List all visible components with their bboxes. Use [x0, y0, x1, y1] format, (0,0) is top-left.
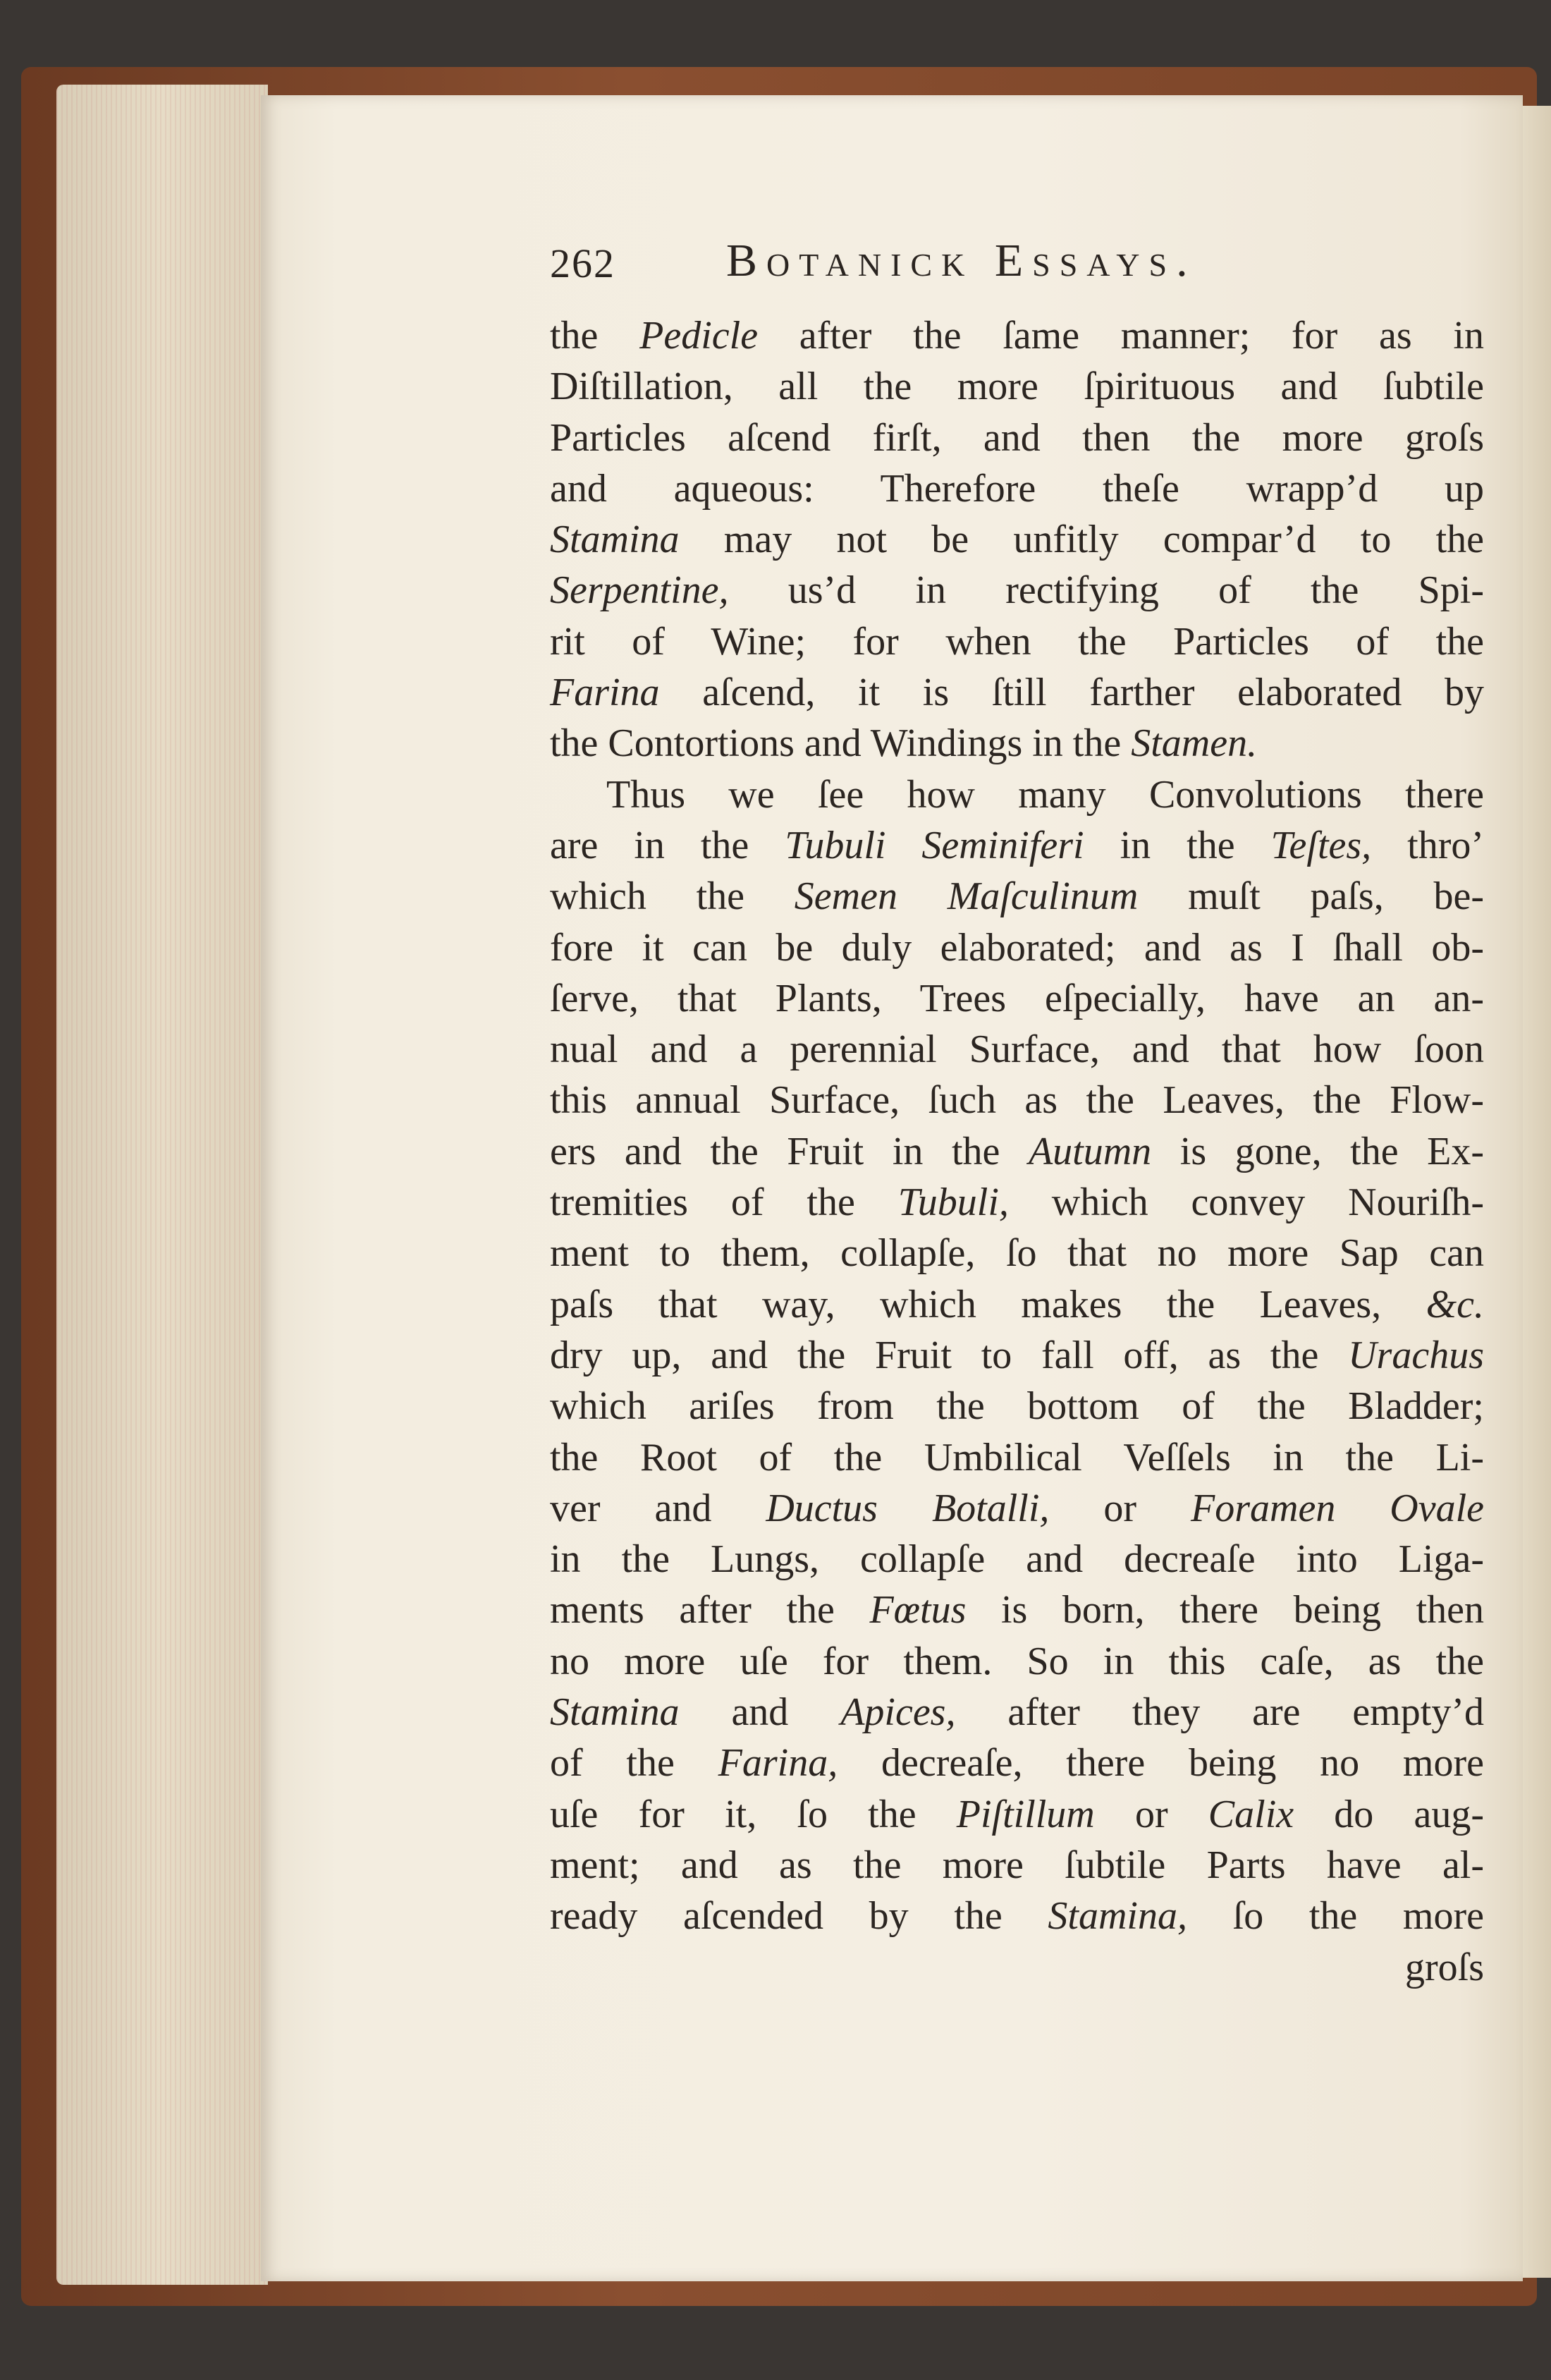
text-line: ready aſcended by the Stamina, ſo the more — [550, 1894, 1484, 1939]
text-line: Thus we ſee how many Convolutions there — [606, 772, 1484, 817]
italic-term: Serpentine, — [550, 568, 729, 613]
text-line: Particles aſcend firſt, and then the more groſs — [550, 415, 1484, 460]
italic-term: Tubuli, — [897, 1180, 1009, 1225]
italic-term: Piſtillum — [956, 1792, 1095, 1836]
text-line: ment; and as the more ſubtile Parts have al- — [550, 1843, 1484, 1887]
text-line: which the Semen Maſculinum muſt paſs, be- — [550, 874, 1484, 919]
italic-term: Calix — [1208, 1792, 1294, 1836]
text-line: Stamina and Apices, after they are empty’d — [550, 1690, 1484, 1735]
text-line: this annual Surface, ſuch as the Leaves, the Flow- — [550, 1078, 1484, 1123]
running-title: Botanick Essays. — [726, 235, 1197, 286]
text-line: uſe for it, ſo the Piſtillum or Calix do aug- — [550, 1792, 1484, 1836]
text-line: Serpentine, us’d in rectifying of the Spi- — [550, 568, 1484, 613]
text-line: ments after the Fœtus is born, there being then — [550, 1588, 1484, 1633]
text-line: which ariſes from the bottom of the Bladder; — [550, 1384, 1484, 1429]
italic-term: Teſtes, — [1270, 823, 1372, 867]
page-block-edge — [56, 85, 268, 2285]
text-line: ment to them, collapſe, ſo that no more Sap can — [550, 1231, 1484, 1276]
text-line: are in the Tubuli Seminiferi in the Teſtes, thro’ — [550, 823, 1485, 867]
text-line: the Contortions and Windings in the Stamen. — [550, 721, 1258, 766]
italic-term: Tubuli Seminiferi — [785, 823, 1084, 867]
text-line: and aqueous: Therefore theſe wrapp’d up — [550, 466, 1484, 511]
text-line: tremities of the Tubuli, which convey Nouriſh- — [550, 1180, 1484, 1225]
italic-term: Pedicle — [639, 314, 759, 358]
text-line: Stamina may not be unfitly compar’d to the — [550, 518, 1484, 562]
catchword: groſs — [1405, 1945, 1484, 1989]
italic-term: Stamina — [550, 518, 680, 562]
text-line: no more uſe for them. So in this caſe, as the — [550, 1639, 1484, 1683]
italic-term: Fœtus — [869, 1588, 967, 1633]
text-line: ers and the Fruit in the Autumn is gone, the Ex- — [550, 1129, 1485, 1173]
italic-term: Stamen. — [1131, 721, 1258, 766]
body-text — [550, 310, 1484, 1993]
text-line: the Pedicle after the ſame manner; for as in — [550, 314, 1484, 358]
page-header — [550, 235, 1466, 303]
text-line: of the Farina, decreaſe, there being no more — [550, 1741, 1484, 1786]
text-line: the Root of the Umbilical Veſſels in the Li- — [550, 1435, 1484, 1479]
text-line: ver and Ductus Botalli, or Foramen Ovale — [550, 1486, 1485, 1530]
italic-term: Apices, — [840, 1690, 956, 1735]
text-line: ſerve, that Plants, Trees eſpecially, have an an- — [550, 976, 1484, 1020]
text-line: nual and a perennial Surface, and that how ſoon — [550, 1027, 1484, 1072]
italic-term: Urachus — [1348, 1333, 1484, 1377]
italic-term: Semen Maſculinum — [794, 874, 1139, 919]
italic-term: Farina — [550, 671, 660, 715]
text-line: in the Lungs, collapſe and decreaſe into Liga- — [550, 1537, 1484, 1582]
italic-term: Farina, — [718, 1741, 838, 1786]
text-line: Diſtillation, all the more ſpirituous and ſubtile — [550, 365, 1484, 409]
italic-term: Foramen Ovale — [1191, 1486, 1485, 1530]
text-line: rit of Wine; for when the Particles of the — [550, 619, 1484, 664]
italic-term: Autumn — [1028, 1129, 1152, 1173]
page-number: 262 — [550, 240, 615, 286]
text-line: Farina aſcend, it is ſtill farther elaborated by — [550, 671, 1484, 715]
italic-term: &c. — [1426, 1282, 1484, 1326]
text-line: dry up, and the Fruit to fall off, as the Urachus — [550, 1333, 1484, 1377]
italic-term: Stamina — [550, 1690, 680, 1735]
italic-term: Stamina, — [1048, 1894, 1187, 1939]
text-line: paſs that way, which makes the Leaves, &c. — [550, 1282, 1484, 1326]
italic-term: Ductus Botalli, — [766, 1486, 1050, 1530]
text-line: fore it can be duly elaborated; and as I ſhall ob- — [550, 925, 1484, 970]
